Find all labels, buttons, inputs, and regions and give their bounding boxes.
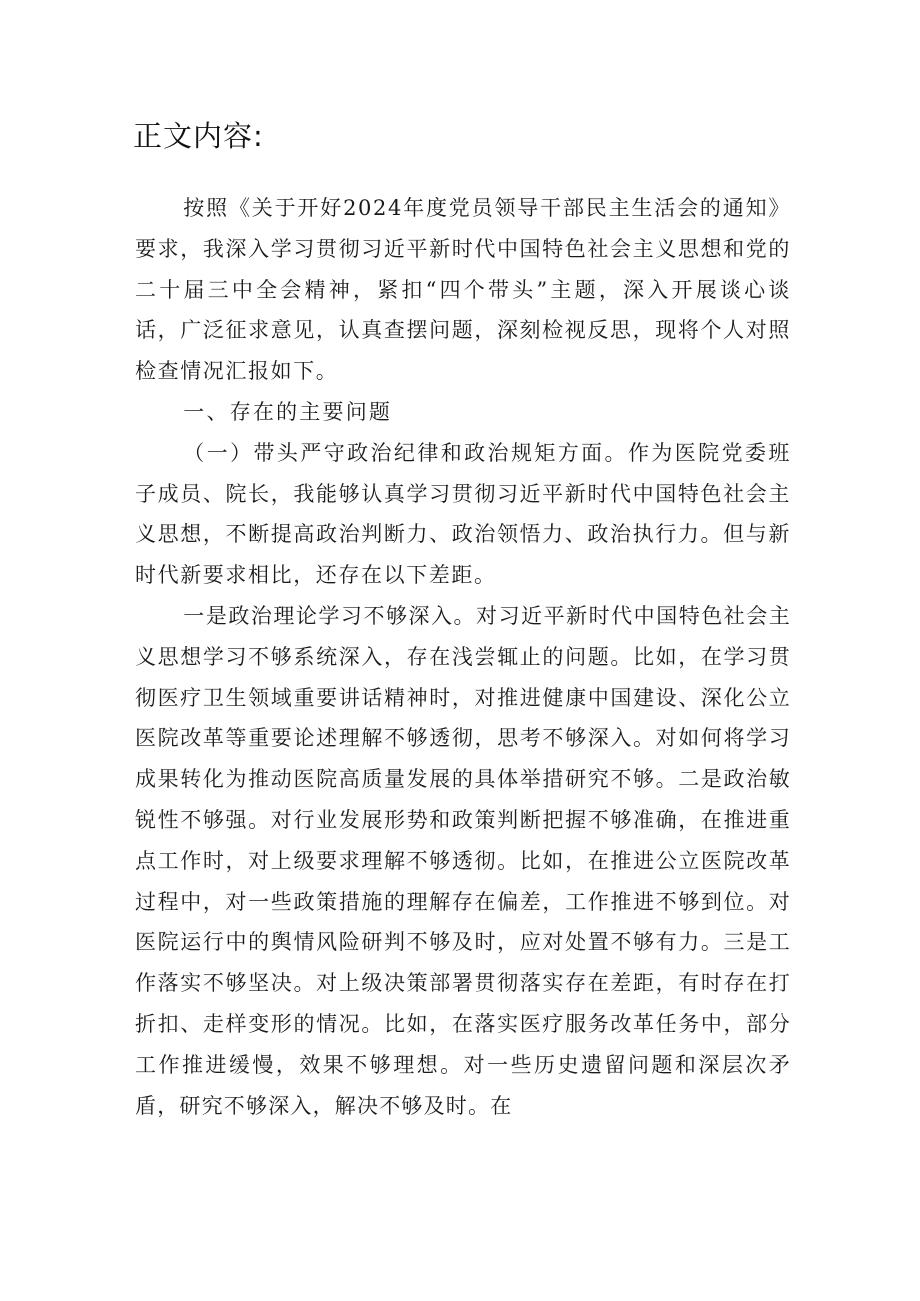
problem-points-paragraph: 一是政治理论学习不够深入。对习近平新时代中国特色社会主义思想学习不够系统深入，存在浅尝辄止的问题。比如，在学习贯彻医疗卫生领域重要讲话精神时，对推进健康中国建设、深化公立医院改革等重要论述理解不够透彻，思考不够深入。对如何将学习成果转化为推动医院高质量发展的具体举措研究不够。二是政治敏锐性不够强。对行业发展形势和政策判断把握不够准确，在推进重点工作时，对上级要求理解不够透彻。比如，在推进公立医院改革过程中，对一些政策措施的理解存在偏差，工作推进不够到位。对医院运行中的舆情风险研判不够及时，应对处置不够有力。三是工作落实不够坚决。对上级决策部署贯彻落实存在差距，有时存在打折扣、走样变形的情况。比如，在落实医疗服务改革任务中，部分工作推进缓慢，效果不够理想。对一些历史遗留问题和深层次矛盾，研究不够深入，解决不够及时。在 bbox=[135, 603, 791, 1118]
subsection-political-discipline: （一）带头严守政治纪律和政治规矩方面。作为医院党委班子成员、院长，我能够认真学习贯彻习近平新时代中国特色社会主义思想，不断提高政治判断力、政治领悟力、政治执行力。但与新时代新要求相比，还存在以下差距。 bbox=[135, 440, 791, 588]
document-heading: 正文内容: bbox=[133, 119, 264, 153]
intro-paragraph: 按照《关于开好2024年度党员领导干部民主生活会的通知》要求，我深入学习贯彻习近平新时代中国特色社会主义思想和党的二十届三中全会精神，紧扣“四个带头”主题，深入开展谈心谈话，广泛征求意见，认真查摆问题，深刻检视反思，现将个人对照检查情况汇报如下。 bbox=[135, 196, 791, 384]
section-title-main-problems: 一、存在的主要问题 bbox=[183, 399, 393, 424]
document-body bbox=[135, 188, 791, 1126]
